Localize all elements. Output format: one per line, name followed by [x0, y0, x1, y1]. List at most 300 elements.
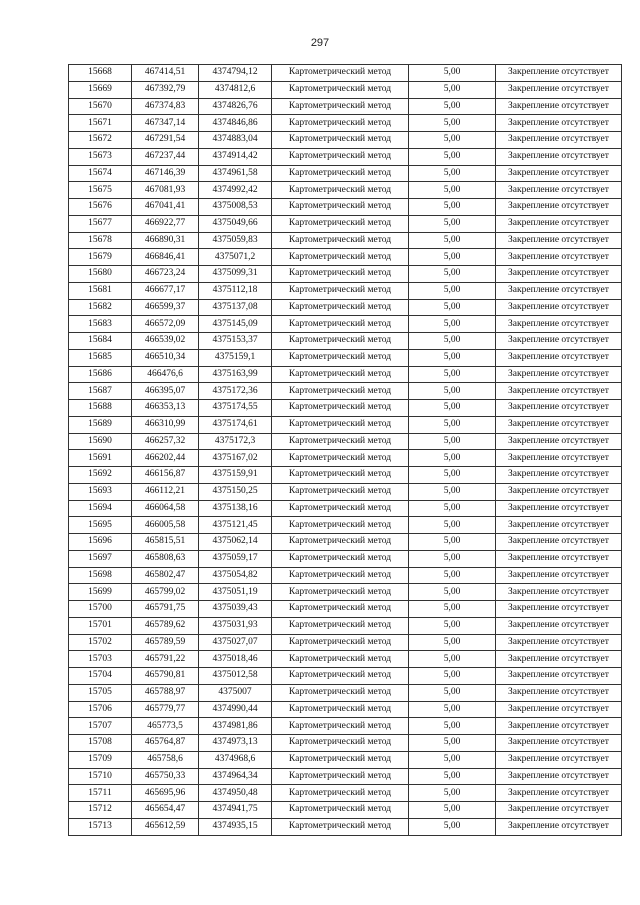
coordinate-y-cell: 4375145,09	[199, 316, 272, 333]
fixation-cell: Закрепление отсутствует	[496, 232, 622, 249]
method-cell: Картометрический метод	[272, 735, 409, 752]
method-cell: Картометрический метод	[272, 818, 409, 835]
method-cell: Картометрический метод	[272, 232, 409, 249]
method-cell: Картометрический метод	[272, 115, 409, 132]
method-cell: Картометрический метод	[272, 768, 409, 785]
point-number-cell: 15682	[69, 299, 132, 316]
point-number-cell: 15698	[69, 567, 132, 584]
coordinate-y-cell: 4375137,08	[199, 299, 272, 316]
coordinate-y-cell: 4375012,58	[199, 668, 272, 685]
coordinate-x-cell: 466890,31	[132, 232, 199, 249]
fixation-cell: Закрепление отсутствует	[496, 483, 622, 500]
fixation-cell: Закрепление отсутствует	[496, 316, 622, 333]
coordinate-x-cell: 467081,93	[132, 182, 199, 199]
table-row	[69, 718, 622, 735]
method-cell: Картометрический метод	[272, 266, 409, 283]
coordinate-x-cell: 467146,39	[132, 165, 199, 182]
method-cell: Картометрический метод	[272, 383, 409, 400]
coordinate-x-cell: 467414,51	[132, 65, 199, 82]
method-cell: Картометрический метод	[272, 651, 409, 668]
fixation-cell: Закрепление отсутствует	[496, 550, 622, 567]
coordinate-y-cell: 4375071,2	[199, 249, 272, 266]
table-row	[69, 684, 622, 701]
error-cell: 5,00	[409, 65, 496, 82]
coordinate-x-cell: 465802,47	[132, 567, 199, 584]
coordinate-y-cell: 4374961,58	[199, 165, 272, 182]
method-cell: Картометрический метод	[272, 148, 409, 165]
fixation-cell: Закрепление отсутствует	[496, 115, 622, 132]
error-cell: 5,00	[409, 215, 496, 232]
coordinate-y-cell: 4375039,43	[199, 601, 272, 618]
method-cell: Картометрический метод	[272, 684, 409, 701]
coordinate-x-cell: 465791,22	[132, 651, 199, 668]
coordinate-y-cell: 4375062,14	[199, 534, 272, 551]
coordinate-y-cell: 4375167,02	[199, 450, 272, 467]
coordinate-y-cell: 4375159,91	[199, 467, 272, 484]
error-cell: 5,00	[409, 333, 496, 350]
coordinate-x-cell: 466257,32	[132, 433, 199, 450]
error-cell: 5,00	[409, 366, 496, 383]
point-number-cell: 15693	[69, 483, 132, 500]
table-row	[69, 584, 622, 601]
point-number-cell: 15711	[69, 785, 132, 802]
error-cell: 5,00	[409, 282, 496, 299]
method-cell: Картометрический метод	[272, 366, 409, 383]
coordinate-x-cell: 465808,63	[132, 550, 199, 567]
fixation-cell: Закрепление отсутствует	[496, 199, 622, 216]
table-row	[69, 416, 622, 433]
error-cell: 5,00	[409, 232, 496, 249]
point-number-cell: 15692	[69, 467, 132, 484]
coordinate-x-cell: 467237,44	[132, 148, 199, 165]
fixation-cell: Закрепление отсутствует	[496, 701, 622, 718]
coordinate-y-cell: 4375163,99	[199, 366, 272, 383]
fixation-cell: Закрепление отсутствует	[496, 818, 622, 835]
coordinate-y-cell: 4375031,93	[199, 617, 272, 634]
coordinate-y-cell: 4375027,07	[199, 634, 272, 651]
point-number-cell: 15712	[69, 802, 132, 819]
point-number-cell: 15674	[69, 165, 132, 182]
table-row	[69, 333, 622, 350]
fixation-cell: Закрепление отсутствует	[496, 81, 622, 98]
error-cell: 5,00	[409, 433, 496, 450]
coordinate-x-cell: 466202,44	[132, 450, 199, 467]
fixation-cell: Закрепление отсутствует	[496, 567, 622, 584]
coordinate-y-cell: 4375138,16	[199, 500, 272, 517]
coordinate-x-cell: 465790,81	[132, 668, 199, 685]
fixation-cell: Закрепление отсутствует	[496, 768, 622, 785]
coordinate-x-cell: 465695,96	[132, 785, 199, 802]
table-row	[69, 316, 622, 333]
error-cell: 5,00	[409, 802, 496, 819]
error-cell: 5,00	[409, 718, 496, 735]
table-row	[69, 182, 622, 199]
coordinate-x-cell: 466156,87	[132, 467, 199, 484]
fixation-cell: Закрепление отсутствует	[496, 651, 622, 668]
error-cell: 5,00	[409, 165, 496, 182]
point-number-cell: 15691	[69, 450, 132, 467]
coordinate-y-cell: 4375172,3	[199, 433, 272, 450]
coordinate-y-cell: 4374883,04	[199, 132, 272, 149]
point-number-cell: 15671	[69, 115, 132, 132]
table-row	[69, 132, 622, 149]
fixation-cell: Закрепление отсутствует	[496, 668, 622, 685]
point-number-cell: 15680	[69, 266, 132, 283]
fixation-cell: Закрепление отсутствует	[496, 450, 622, 467]
error-cell: 5,00	[409, 701, 496, 718]
fixation-cell: Закрепление отсутствует	[496, 215, 622, 232]
coordinate-x-cell: 467347,14	[132, 115, 199, 132]
table-row	[69, 768, 622, 785]
fixation-cell: Закрепление отсутствует	[496, 282, 622, 299]
point-number-cell: 15668	[69, 65, 132, 82]
error-cell: 5,00	[409, 98, 496, 115]
table-row	[69, 785, 622, 802]
error-cell: 5,00	[409, 182, 496, 199]
table-row	[69, 282, 622, 299]
fixation-cell: Закрепление отсутствует	[496, 584, 622, 601]
method-cell: Картометрический метод	[272, 483, 409, 500]
coordinate-x-cell: 466510,34	[132, 349, 199, 366]
table-row	[69, 483, 622, 500]
coordinate-x-cell: 466005,58	[132, 517, 199, 534]
point-number-cell: 15696	[69, 534, 132, 551]
coordinate-y-cell: 4375054,82	[199, 567, 272, 584]
error-cell: 5,00	[409, 768, 496, 785]
fixation-cell: Закрепление отсутствует	[496, 802, 622, 819]
table-row	[69, 550, 622, 567]
method-cell: Картометрический метод	[272, 467, 409, 484]
point-number-cell: 15702	[69, 634, 132, 651]
point-number-cell: 15709	[69, 751, 132, 768]
point-number-cell: 15703	[69, 651, 132, 668]
coordinate-x-cell: 466922,77	[132, 215, 199, 232]
method-cell: Картометрический метод	[272, 349, 409, 366]
error-cell: 5,00	[409, 584, 496, 601]
point-number-cell: 15704	[69, 668, 132, 685]
table-row	[69, 115, 622, 132]
table-row	[69, 634, 622, 651]
fixation-cell: Закрепление отсутствует	[496, 148, 622, 165]
table-row	[69, 349, 622, 366]
method-cell: Картометрический метод	[272, 81, 409, 98]
fixation-cell: Закрепление отсутствует	[496, 433, 622, 450]
coordinate-y-cell: 4375018,46	[199, 651, 272, 668]
point-number-cell: 15707	[69, 718, 132, 735]
point-number-cell: 15679	[69, 249, 132, 266]
coordinate-x-cell: 465789,62	[132, 617, 199, 634]
error-cell: 5,00	[409, 349, 496, 366]
point-number-cell: 15689	[69, 416, 132, 433]
error-cell: 5,00	[409, 651, 496, 668]
point-number-cell: 15690	[69, 433, 132, 450]
method-cell: Картометрический метод	[272, 785, 409, 802]
fixation-cell: Закрепление отсутствует	[496, 735, 622, 752]
error-cell: 5,00	[409, 617, 496, 634]
coordinate-x-cell: 466539,02	[132, 333, 199, 350]
coordinate-y-cell: 4375159,1	[199, 349, 272, 366]
method-cell: Картометрический метод	[272, 534, 409, 551]
table-row	[69, 668, 622, 685]
coordinate-y-cell: 4374914,42	[199, 148, 272, 165]
coordinate-y-cell: 4375051,19	[199, 584, 272, 601]
point-number-cell: 15678	[69, 232, 132, 249]
coordinate-y-cell: 4375008,53	[199, 199, 272, 216]
page-number: 297	[310, 37, 330, 49]
fixation-cell: Закрепление отсутствует	[496, 684, 622, 701]
coordinate-x-cell: 466112,21	[132, 483, 199, 500]
table-row	[69, 249, 622, 266]
table-row	[69, 601, 622, 618]
point-number-cell: 15701	[69, 617, 132, 634]
point-number-cell: 15683	[69, 316, 132, 333]
point-number-cell: 15697	[69, 550, 132, 567]
coordinate-x-cell: 465612,59	[132, 818, 199, 835]
coordinate-x-cell: 467291,54	[132, 132, 199, 149]
point-number-cell: 15708	[69, 735, 132, 752]
coordinate-x-cell: 465815,51	[132, 534, 199, 551]
coordinate-y-cell: 4374826,76	[199, 98, 272, 115]
method-cell: Картометрический метод	[272, 450, 409, 467]
method-cell: Картометрический метод	[272, 751, 409, 768]
error-cell: 5,00	[409, 483, 496, 500]
coordinate-x-cell: 465758,6	[132, 751, 199, 768]
coordinate-y-cell: 4375059,17	[199, 550, 272, 567]
error-cell: 5,00	[409, 249, 496, 266]
error-cell: 5,00	[409, 684, 496, 701]
coordinate-y-cell: 4374846,86	[199, 115, 272, 132]
error-cell: 5,00	[409, 500, 496, 517]
coordinate-x-cell: 465654,47	[132, 802, 199, 819]
coordinate-y-cell: 4375172,36	[199, 383, 272, 400]
point-number-cell: 15684	[69, 333, 132, 350]
method-cell: Картометрический метод	[272, 249, 409, 266]
fixation-cell: Закрепление отсутствует	[496, 601, 622, 618]
coordinate-x-cell: 467392,79	[132, 81, 199, 98]
coordinate-x-cell: 466476,6	[132, 366, 199, 383]
table-body	[69, 65, 622, 836]
error-cell: 5,00	[409, 416, 496, 433]
point-number-cell: 15675	[69, 182, 132, 199]
point-number-cell: 15681	[69, 282, 132, 299]
error-cell: 5,00	[409, 400, 496, 417]
error-cell: 5,00	[409, 199, 496, 216]
table-row	[69, 400, 622, 417]
method-cell: Картометрический метод	[272, 282, 409, 299]
coordinate-x-cell: 467041,41	[132, 199, 199, 216]
point-number-cell: 15713	[69, 818, 132, 835]
coordinate-y-cell: 4375049,66	[199, 215, 272, 232]
coordinate-y-cell: 4374941,75	[199, 802, 272, 819]
coordinate-x-cell: 466599,37	[132, 299, 199, 316]
method-cell: Картометрический метод	[272, 617, 409, 634]
table-row	[69, 199, 622, 216]
method-cell: Картометрический метод	[272, 433, 409, 450]
fixation-cell: Закрепление отсутствует	[496, 416, 622, 433]
method-cell: Картометрический метод	[272, 199, 409, 216]
error-cell: 5,00	[409, 316, 496, 333]
method-cell: Картометрический метод	[272, 416, 409, 433]
fixation-cell: Закрепление отсутствует	[496, 617, 622, 634]
fixation-cell: Закрепление отсутствует	[496, 383, 622, 400]
method-cell: Картометрический метод	[272, 601, 409, 618]
coordinate-y-cell: 4374935,15	[199, 818, 272, 835]
error-cell: 5,00	[409, 818, 496, 835]
table-row	[69, 818, 622, 835]
table-row	[69, 500, 622, 517]
fixation-cell: Закрепление отсутствует	[496, 517, 622, 534]
point-number-cell: 15710	[69, 768, 132, 785]
fixation-cell: Закрепление отсутствует	[496, 500, 622, 517]
coordinate-y-cell: 4374794,12	[199, 65, 272, 82]
table-row	[69, 299, 622, 316]
point-number-cell: 15694	[69, 500, 132, 517]
error-cell: 5,00	[409, 735, 496, 752]
method-cell: Картометрический метод	[272, 65, 409, 82]
point-number-cell: 15686	[69, 366, 132, 383]
error-cell: 5,00	[409, 534, 496, 551]
table-row	[69, 81, 622, 98]
coordinate-y-cell: 4374981,86	[199, 718, 272, 735]
method-cell: Картометрический метод	[272, 316, 409, 333]
coordinate-y-cell: 4374973,13	[199, 735, 272, 752]
fixation-cell: Закрепление отсутствует	[496, 349, 622, 366]
point-number-cell: 15695	[69, 517, 132, 534]
fixation-cell: Закрепление отсутствует	[496, 751, 622, 768]
coordinate-x-cell: 465779,77	[132, 701, 199, 718]
coordinates-table	[68, 64, 622, 836]
method-cell: Картометрический метод	[272, 165, 409, 182]
table-row	[69, 751, 622, 768]
error-cell: 5,00	[409, 148, 496, 165]
coordinate-x-cell: 466677,17	[132, 282, 199, 299]
error-cell: 5,00	[409, 132, 496, 149]
method-cell: Картометрический метод	[272, 500, 409, 517]
error-cell: 5,00	[409, 634, 496, 651]
table-row	[69, 467, 622, 484]
error-cell: 5,00	[409, 266, 496, 283]
coordinate-y-cell: 4375007	[199, 684, 272, 701]
error-cell: 5,00	[409, 383, 496, 400]
coordinate-x-cell: 466395,07	[132, 383, 199, 400]
error-cell: 5,00	[409, 81, 496, 98]
method-cell: Картометрический метод	[272, 400, 409, 417]
table-row	[69, 433, 622, 450]
table-row	[69, 215, 622, 232]
method-cell: Картометрический метод	[272, 333, 409, 350]
point-number-cell: 15687	[69, 383, 132, 400]
coordinate-x-cell: 466723,24	[132, 266, 199, 283]
coordinate-y-cell: 4375099,31	[199, 266, 272, 283]
coordinate-x-cell: 466064,58	[132, 500, 199, 517]
table-row	[69, 701, 622, 718]
table-row	[69, 98, 622, 115]
point-number-cell: 15688	[69, 400, 132, 417]
coordinate-y-cell: 4374990,44	[199, 701, 272, 718]
method-cell: Картометрический метод	[272, 215, 409, 232]
point-number-cell: 15699	[69, 584, 132, 601]
error-cell: 5,00	[409, 115, 496, 132]
coordinate-y-cell: 4375112,18	[199, 282, 272, 299]
coordinate-x-cell: 467374,83	[132, 98, 199, 115]
fixation-cell: Закрепление отсутствует	[496, 718, 622, 735]
fixation-cell: Закрепление отсутствует	[496, 467, 622, 484]
fixation-cell: Закрепление отсутствует	[496, 299, 622, 316]
table-row	[69, 266, 622, 283]
method-cell: Картометрический метод	[272, 182, 409, 199]
fixation-cell: Закрепление отсутствует	[496, 534, 622, 551]
error-cell: 5,00	[409, 550, 496, 567]
fixation-cell: Закрепление отсутствует	[496, 182, 622, 199]
coordinate-y-cell: 4374964,34	[199, 768, 272, 785]
coordinate-y-cell: 4374968,6	[199, 751, 272, 768]
method-cell: Картометрический метод	[272, 584, 409, 601]
table-row	[69, 651, 622, 668]
fixation-cell: Закрепление отсутствует	[496, 333, 622, 350]
error-cell: 5,00	[409, 450, 496, 467]
point-number-cell: 15673	[69, 148, 132, 165]
coordinate-x-cell: 465773,5	[132, 718, 199, 735]
coordinate-x-cell: 466353,13	[132, 400, 199, 417]
table-row	[69, 148, 622, 165]
fixation-cell: Закрепление отсутствует	[496, 65, 622, 82]
table-row	[69, 232, 622, 249]
coordinate-x-cell: 465791,75	[132, 601, 199, 618]
method-cell: Картометрический метод	[272, 718, 409, 735]
error-cell: 5,00	[409, 785, 496, 802]
fixation-cell: Закрепление отсутствует	[496, 98, 622, 115]
fixation-cell: Закрепление отсутствует	[496, 785, 622, 802]
table-row	[69, 802, 622, 819]
coordinate-x-cell: 466572,09	[132, 316, 199, 333]
table-row	[69, 567, 622, 584]
point-number-cell: 15676	[69, 199, 132, 216]
coordinate-x-cell: 465788,97	[132, 684, 199, 701]
error-cell: 5,00	[409, 517, 496, 534]
point-number-cell: 15669	[69, 81, 132, 98]
method-cell: Картометрический метод	[272, 701, 409, 718]
coordinate-y-cell: 4375150,25	[199, 483, 272, 500]
coordinate-y-cell: 4374992,42	[199, 182, 272, 199]
table-row	[69, 165, 622, 182]
coordinate-y-cell: 4375059,83	[199, 232, 272, 249]
fixation-cell: Закрепление отсутствует	[496, 165, 622, 182]
fixation-cell: Закрепление отсутствует	[496, 132, 622, 149]
table-row	[69, 617, 622, 634]
coordinate-y-cell: 4375174,61	[199, 416, 272, 433]
coordinate-y-cell: 4375121,45	[199, 517, 272, 534]
method-cell: Картометрический метод	[272, 517, 409, 534]
fixation-cell: Закрепление отсутствует	[496, 400, 622, 417]
point-number-cell: 15706	[69, 701, 132, 718]
table-row	[69, 735, 622, 752]
fixation-cell: Закрепление отсутствует	[496, 366, 622, 383]
point-number-cell: 15685	[69, 349, 132, 366]
coordinate-y-cell: 4374812,6	[199, 81, 272, 98]
error-cell: 5,00	[409, 299, 496, 316]
table-row	[69, 65, 622, 82]
table-row	[69, 450, 622, 467]
coordinate-x-cell: 465750,33	[132, 768, 199, 785]
coordinate-x-cell: 466310,99	[132, 416, 199, 433]
fixation-cell: Закрепление отсутствует	[496, 266, 622, 283]
coordinate-x-cell: 466846,41	[132, 249, 199, 266]
coordinate-x-cell: 465789,59	[132, 634, 199, 651]
coordinate-y-cell: 4375174,55	[199, 400, 272, 417]
fixation-cell: Закрепление отсутствует	[496, 634, 622, 651]
coordinate-y-cell: 4374950,48	[199, 785, 272, 802]
method-cell: Картометрический метод	[272, 634, 409, 651]
